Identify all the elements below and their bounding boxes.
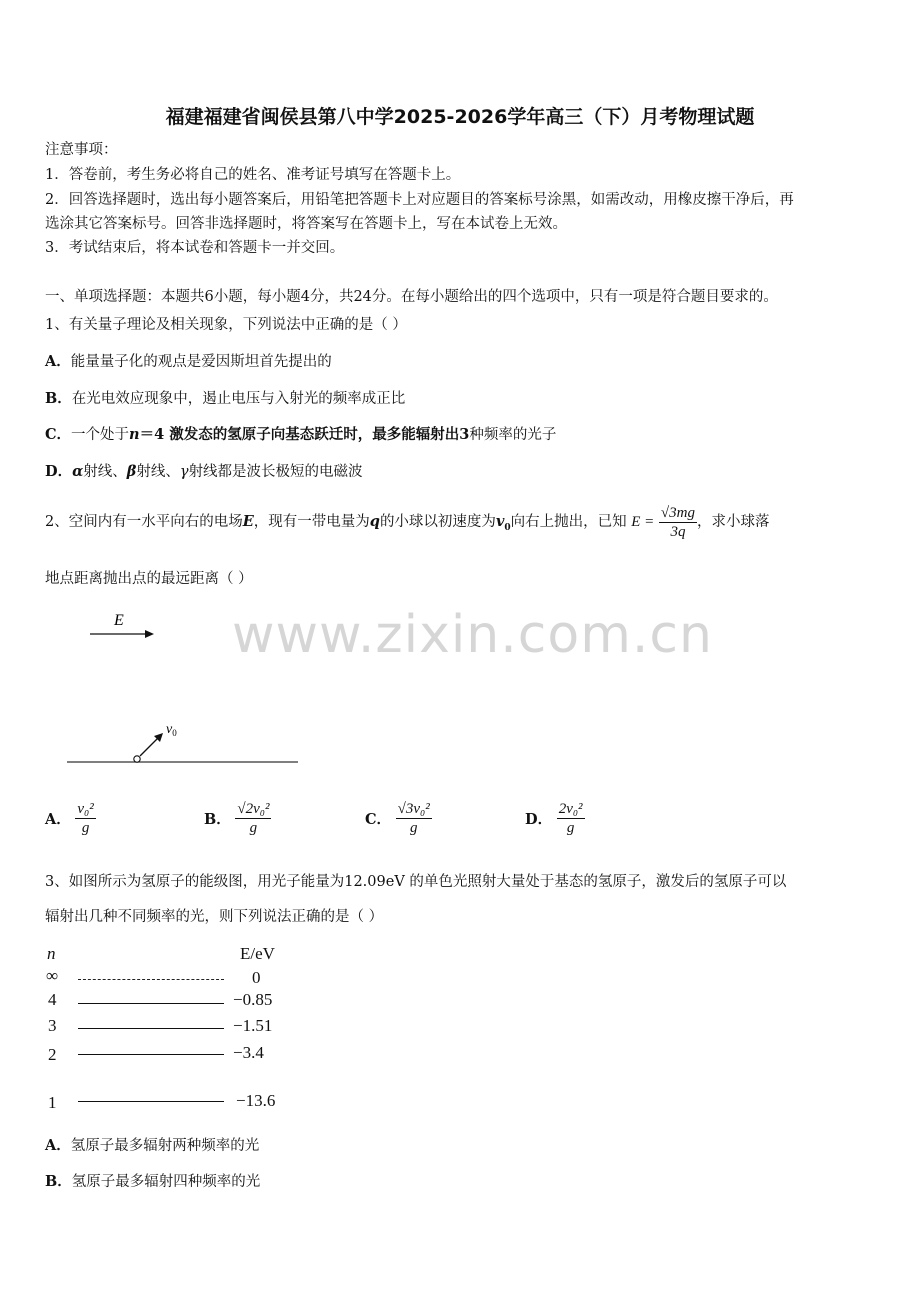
option-text: 能量量子化的观点是爱因斯坦首先提出的: [70, 354, 332, 370]
option-label: C．: [365, 811, 392, 828]
level-energy-1: −13.6: [236, 1091, 276, 1110]
option-text: 射线、: [83, 464, 127, 480]
stem-text: 向右上抛出，已知: [510, 514, 627, 530]
option-fraction: [235, 800, 271, 837]
fraction-numerator: 2v₀²: [558, 801, 583, 817]
level-line-3: [78, 1028, 224, 1029]
option-label: D．: [525, 811, 553, 828]
level-line-inf: [78, 979, 224, 980]
stem-text: 的小球以初速度为: [379, 514, 496, 530]
level-energy-2: −3.4: [233, 1043, 264, 1062]
alpha-symbol: α: [72, 463, 84, 480]
option-text-pre: 一个处于: [71, 427, 130, 443]
velocity-label-sub: 0: [172, 728, 177, 738]
question-2-option-b: [204, 800, 271, 837]
level-n-1: 1: [48, 1093, 57, 1112]
question-2-option-c: [365, 800, 432, 837]
question-2-stem: [45, 500, 769, 550]
option-text: 射线都是波长极短的电磁波: [188, 464, 363, 480]
question-1-option-c: [45, 423, 556, 444]
level-n-4: 4: [48, 990, 57, 1009]
watermark: www.zixin.com.cn: [232, 605, 713, 665]
fraction-denominator: g: [81, 820, 90, 836]
section-heading: 一、单项选择题：本题共6小题，每小题4分，共24分。在每小题给出的四个选项中，只有一项是符合题目要求的。: [45, 289, 778, 305]
question-2-option-a: [45, 800, 96, 837]
formula-denominator: 3q: [670, 523, 686, 540]
option-label: B．: [204, 811, 231, 828]
page-title: 福建福建省闽侯县第八中学2025-2026学年高三（下）月考物理试题: [165, 106, 755, 128]
velocity-symbol: v: [495, 513, 505, 530]
question-1-option-a: [45, 350, 332, 371]
field-label: E: [114, 612, 124, 629]
level-line-4: [78, 1003, 224, 1004]
option-fraction: [75, 800, 95, 837]
velocity-subscript: 0: [504, 522, 511, 533]
stem-text: ，现有一带电量为: [253, 514, 370, 530]
level-energy-3: −1.51: [233, 1016, 273, 1035]
option-fraction: [396, 800, 432, 837]
velocity-label-text: v: [166, 722, 173, 737]
option-text: 氢原子最多辐射两种频率的光: [70, 1138, 260, 1154]
option-label: B．: [45, 1173, 72, 1190]
question-3-stem-line2: 辐射出几种不同频率的光，则下列说法正确的是（ ）: [45, 909, 384, 925]
velocity-label: [166, 722, 177, 738]
field-formula: [659, 504, 697, 541]
fraction-denominator: g: [409, 820, 418, 836]
level-line-2: [78, 1054, 224, 1055]
option-label: A．: [45, 1137, 71, 1154]
question-1-option-b: [45, 387, 405, 408]
option-text-post: 种频率的光子: [469, 427, 557, 443]
formula-lhs: E =: [631, 514, 655, 530]
option-text-mid: ＝4 激发态的氢原子向基态跃迁时，最多能辐射出: [139, 426, 460, 443]
fraction-numerator: √2v₀²: [237, 801, 270, 817]
option-label: D．: [45, 463, 73, 480]
option-text: 射线、: [136, 464, 180, 480]
option-fraction: [557, 800, 585, 837]
level-energy-inf: 0: [252, 968, 261, 987]
fraction-numerator: v₀²: [77, 801, 94, 817]
formula-numerator: √3mg: [660, 504, 695, 521]
level-n-2: 2: [48, 1045, 57, 1064]
option-label: C．: [45, 426, 72, 443]
option-label: A．: [45, 353, 71, 370]
option-text: 氢原子最多辐射四种频率的光: [71, 1174, 261, 1190]
field-arrowhead: [145, 630, 154, 638]
beta-symbol: β: [126, 463, 137, 480]
fraction-denominator: g: [566, 820, 575, 836]
question-1-option-d: [45, 460, 363, 481]
question-3-option-b: [45, 1170, 260, 1191]
fraction-numerator: √3v₀²: [397, 801, 430, 817]
energy-level-diagram: [40, 940, 300, 1120]
question-3-stem: 3、如图所示为氢原子的能级图，用光子能量为12.09eV 的单色光照射大量处于基态的氢原子，激发后的氢原子可以: [45, 874, 787, 890]
stem-text: 2、空间内有一水平向右的电场: [45, 514, 243, 530]
question-3-option-a: [45, 1134, 259, 1155]
notice-item-2b: 选涂其它答案标号。回答非选择题时，将答案写在答题卡上，写在本试卷上无效。: [45, 216, 567, 232]
velocity-arrow: [140, 737, 159, 756]
notice-item-2a: 2．回答选择题时，选出每小题答案后，用铅笔把答题卡上对应题目的答案标号涂黑，如需改动，用橡皮擦干净后，再: [45, 192, 794, 208]
question-1-stem: 1、有关量子理论及相关现象，下列说法中正确的是（ ）: [45, 317, 407, 333]
charge-symbol: q: [369, 513, 380, 530]
n-header: n: [47, 944, 56, 963]
gamma-symbol: γ: [179, 464, 189, 480]
question-2-stem-line2: 地点距离抛出点的最远距离（ ）: [45, 571, 253, 587]
option-label: A．: [45, 811, 71, 828]
notice-item-3: 3．考试结束后，将本试卷和答题卡一并交回。: [45, 240, 345, 256]
fraction-denominator: g: [249, 820, 258, 836]
option-text: 在光电效应现象中，遏止电压与入射光的频率成正比: [71, 391, 406, 407]
level-n-inf: ∞: [46, 966, 59, 985]
stem-text: ，求小球落: [696, 514, 770, 530]
notice-heading: 注意事项：: [45, 142, 118, 158]
level-n-3: 3: [48, 1016, 57, 1035]
energy-header: E/eV: [240, 944, 275, 963]
level-energy-4: −0.85: [233, 990, 273, 1009]
level-line-1: [78, 1101, 224, 1102]
variable-n: n: [129, 426, 140, 443]
notice-item-1: 1．答卷前，考生务必将自己的姓名、准考证号填写在答题卡上。: [45, 167, 461, 183]
option-number: 3: [459, 426, 470, 443]
field-symbol: E: [242, 513, 254, 530]
option-label: B．: [45, 390, 72, 407]
question-2-option-d: [525, 800, 585, 837]
ball: [134, 756, 140, 762]
